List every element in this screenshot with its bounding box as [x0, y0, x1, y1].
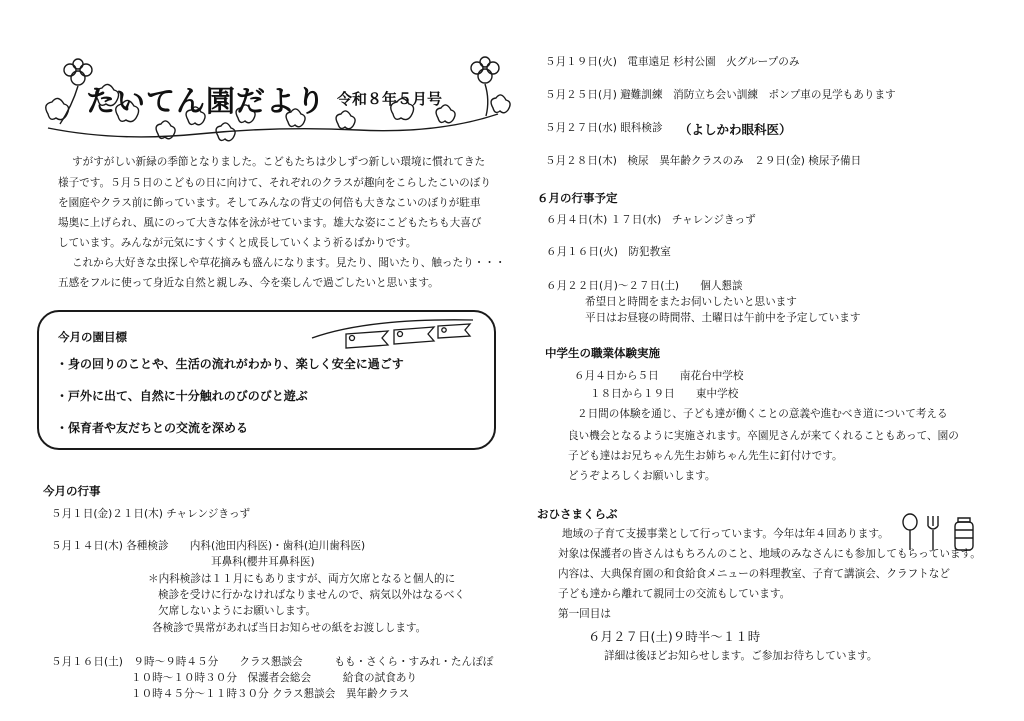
- goals-heading: 今月の園目標: [58, 330, 127, 344]
- event-line: １０時～１０時３０分 保護者会総会 給食の試食あり: [131, 672, 418, 684]
- may-line: ５月１９日(火) 電車遠足 杉村公園 火グループのみ: [545, 56, 800, 68]
- workexp-line: 良い機会となるように実施されます。卒園児さんが来てくれることもあって、園の: [568, 430, 959, 442]
- intro-line: すがすがしい新緑の季節となりました。こどもたちは少しずつ新しい環境に慣れてきた: [72, 156, 486, 168]
- workexp-line: 子ども達はお兄ちゃん先生お姉ちゃん先生に釘付けです。: [568, 450, 843, 462]
- intro-line: 様子です。５月５日のこどもの日に向けて、それぞれのクラスが趣向をこらしたこいのぼり: [58, 177, 491, 189]
- intro-line: 場奥に上げられ、風にのって大きな体を泳がせています。雄大な姿にこどもたちも大喜び: [58, 217, 482, 229]
- event-line: 検診を受けに行かなければなりませんので、病気以外はなるべく: [158, 589, 466, 601]
- event-line: ＊内科検診は１１月にもありますが、両方欠席となると個人的に: [148, 573, 456, 585]
- goal-item: ・戸外に出て、自然に十分触れのびのびと遊ぶ: [56, 389, 308, 403]
- ohisama-line: 子ども達から離れて親同士の交流もしています。: [558, 588, 791, 600]
- event-line: 耳鼻科(櫻井耳鼻科医): [211, 556, 315, 568]
- event-line: ５月１６日(土) ９時～９時４５分 クラス懇談会 もも・さくら・すみれ・たんぽぽ: [51, 656, 494, 668]
- june-line: ６月２２日(月)～２７日(土) 個人懇談: [546, 280, 743, 292]
- goal-item: ・身の回りのことや、生活の流れがわかり、楽しく安全に過ごす: [56, 357, 404, 371]
- intro-line: を園庭やクラス前に飾っています。そしてみんなの背丈の何倍も大きなこいのぼりが駐車: [58, 197, 481, 209]
- goal-item: ・保育者や友だちとの交流を深める: [56, 421, 249, 435]
- june-line: 希望日と時間をまたお伺いしたいと思います: [585, 296, 797, 308]
- may-line: ５月２８日(木) 検尿 異年齢クラスのみ ２９日(金) 検尿予備日: [545, 155, 862, 167]
- workexp-line: １８日から１９日 東中学校: [590, 388, 739, 400]
- june-line: ６月４日(木) １７日(水) チャレンジきっず: [546, 214, 756, 226]
- workexp-line: ２日間の体験を通じ、子ども達が働くことの意義や進むべき道について考える: [577, 408, 948, 420]
- event-line: １０時４５分～１１時３０分 クラス懇談会 異年齢クラス: [131, 688, 410, 700]
- events-heading: 今月の行事: [43, 484, 101, 498]
- event-line: ５月１日(金)２１日(木) チャレンジきっず: [51, 508, 251, 520]
- ohisama-line: 第一回目は: [558, 608, 611, 620]
- intro-line: これから大好きな虫探しや草花摘みも盛んになります。見たり、聞いたり、触ったり・・・: [72, 257, 506, 269]
- event-line: ５月１４日(木) 各種検診 内科(池田内科医)・歯科(迫川歯科医): [51, 540, 366, 552]
- event-line: 各検診で異常があれば当日お知らせの紙をお渡しします。: [152, 622, 427, 634]
- workexp-heading: 中学生の職業体験実施: [545, 346, 660, 360]
- intro-line: しています。みんなが元気にすくすくと成長していくよう祈るばかりです。: [58, 237, 417, 249]
- ohisama-heading: おひさまくらぶ: [537, 507, 618, 521]
- event-line: 欠席しないようにお願いします。: [158, 605, 317, 617]
- may-line-clinic: （よしかわ眼科医）: [679, 122, 792, 137]
- issue-label: 令和８年５月号: [337, 90, 443, 108]
- page-title: たいてん園だより: [86, 84, 327, 118]
- koinobori-icon: [308, 314, 478, 348]
- ohisama-line: 対象は保護者の皆さんはもちろんのこと、地域のみなさんにも参加してもらっています。: [558, 548, 981, 560]
- workexp-line: どうぞよろしくお願いします。: [568, 470, 716, 482]
- june-heading: ６月の行事予定: [537, 191, 618, 205]
- intro-line: 五感をフルに使って身近な自然と親しみ、今を楽しんで過ごしたいと思います。: [58, 277, 439, 289]
- june-line: 平日はお昼寝の時間帯、土曜日は午前中を予定しています: [585, 312, 861, 324]
- workexp-line: ６月４日から５日 南花台中学校: [574, 370, 744, 382]
- ohisama-line: 内容は、大典保育園の和食給食メニューの料理教室、子育て講演会、クラフトなど: [558, 568, 950, 580]
- june-line: ６月１６日(火) 防犯教室: [546, 246, 671, 258]
- may-line: ５月２５日(月) 避難訓練 消防立ち会い訓練 ポンプ車の見学もあります: [545, 89, 896, 101]
- ohisama-line: 詳細は後ほどお知らせします。ご参加お待ちしています。: [604, 650, 878, 662]
- ohisama-date: ６月２７日(土)９時半～１１時: [588, 629, 761, 644]
- ohisama-line: 地域の子育て支援事業として行っています。今年は年４回あります。: [562, 528, 889, 540]
- may-line: ５月２７日(水) 眼科検診: [545, 122, 663, 134]
